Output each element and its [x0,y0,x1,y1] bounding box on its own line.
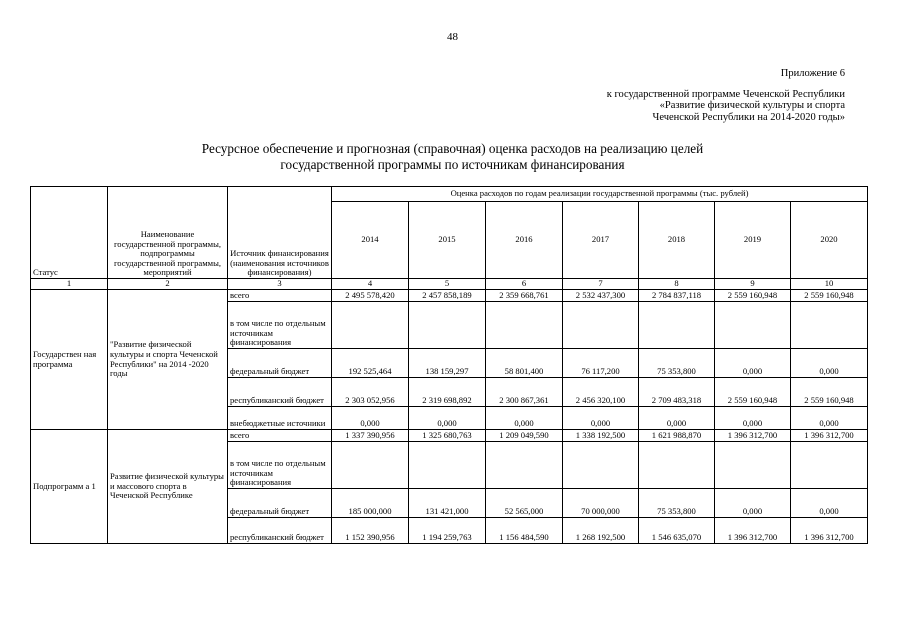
value-cell [332,302,409,349]
value-cell: 2 784 837,118 [639,290,715,302]
value-cell: 58 801,400 [486,349,563,378]
value-cell: 1 268 192,500 [563,518,639,544]
value-cell: 0,000 [715,407,791,430]
header-estimate: Оценка расходов по годам реализации государственной программы (тыс. рублей) [332,187,868,202]
value-cell: 2 303 052,956 [332,378,409,407]
column-number: 4 [332,279,409,290]
appendix-title: Приложение 6 [780,68,845,79]
source-cell: республиканский бюджет [228,518,332,544]
column-number: 3 [228,279,332,290]
value-cell [409,442,486,489]
value-cell: 2 532 437,300 [563,290,639,302]
value-cell: 0,000 [791,349,868,378]
value-cell: 131 421,000 [409,489,486,518]
value-cell [563,302,639,349]
document-title [0,141,905,173]
value-cell [715,302,791,349]
appendix-line: к государственной программе Чеченской Республики [606,88,845,100]
header-row [31,187,868,202]
program-name-cell: Развитие физической культуры и массового спорта в Чеченской Республике [108,430,228,544]
column-number: 6 [486,279,563,290]
source-cell: всего [228,430,332,442]
value-cell: 1 325 680,763 [409,430,486,442]
appendix-line: «Развитие физической культуры и спорта [659,100,845,111]
table-row [31,430,868,442]
value-cell: 1 338 192,500 [563,430,639,442]
value-cell: 1 396 312,700 [715,430,791,442]
value-cell: 185 000,000 [332,489,409,518]
title-line: государственной программы по источникам финансирования [280,157,625,172]
value-cell: 1 396 312,700 [791,430,868,442]
value-cell: 2 559 160,948 [791,290,868,302]
value-cell: 1 337 390,956 [332,430,409,442]
value-cell: 0,000 [409,407,486,430]
value-cell [409,302,486,349]
value-cell: 1 621 988,870 [639,430,715,442]
header-status: Статус [31,187,108,279]
resource-table [30,186,868,544]
value-cell: 2 559 160,948 [791,378,868,407]
value-cell: 1 156 484,590 [486,518,563,544]
value-cell: 70 000,000 [563,489,639,518]
column-number: 7 [563,279,639,290]
year-header: 2018 [639,202,715,279]
header-name: Наименование государственной программы, подпрограммы государственной программы, мероприятий [108,187,228,279]
title-line: Ресурсное обеспечение и прогнозная (справочная) оценка расходов на реализацию целей [201,141,704,156]
column-number-row [31,279,868,290]
year-header: 2017 [563,202,639,279]
value-cell: 0,000 [639,407,715,430]
value-cell [563,442,639,489]
value-cell: 1 546 635,070 [639,518,715,544]
value-cell: 192 525,464 [332,349,409,378]
year-header: 2020 [791,202,868,279]
source-cell: в том числе по отдельным источникам финансирования [228,442,332,489]
value-cell [715,442,791,489]
year-header: 2015 [409,202,486,279]
column-number: 1 [31,279,108,290]
value-cell: 2 319 698,892 [409,378,486,407]
source-cell: внебюджетные источники [228,407,332,430]
value-cell [332,442,409,489]
year-header: 2014 [332,202,409,279]
page-number: 48 [447,31,458,43]
source-cell: всего [228,290,332,302]
value-cell: 0,000 [332,407,409,430]
column-number: 10 [791,279,868,290]
value-cell: 75 353,800 [639,489,715,518]
value-cell: 1 152 390,956 [332,518,409,544]
status-cell: Государствен ная программа [31,290,108,430]
value-cell: 138 159,297 [409,349,486,378]
source-cell: республиканский бюджет [228,378,332,407]
appendix-line: Чеченской Республики на 2014-2020 годы» [652,111,845,123]
value-cell: 2 559 160,948 [715,378,791,407]
column-number: 2 [108,279,228,290]
value-cell: 1 396 312,700 [791,518,868,544]
value-cell: 0,000 [715,349,791,378]
value-cell: 1 396 312,700 [715,518,791,544]
table-row [31,290,868,302]
value-cell: 0,000 [791,407,868,430]
appendix-block [607,68,845,123]
column-number: 8 [639,279,715,290]
value-cell: 0,000 [791,489,868,518]
year-header: 2019 [715,202,791,279]
value-cell [639,302,715,349]
column-number: 9 [715,279,791,290]
source-cell: федеральный бюджет [228,349,332,378]
value-cell: 52 565,000 [486,489,563,518]
value-cell: 2 495 578,420 [332,290,409,302]
value-cell [486,442,563,489]
value-cell: 0,000 [486,407,563,430]
value-cell: 2 456 320,100 [563,378,639,407]
value-cell: 2 457 858,189 [409,290,486,302]
year-header: 2016 [486,202,563,279]
value-cell: 2 559 160,948 [715,290,791,302]
value-cell: 2 709 483,318 [639,378,715,407]
value-cell: 0,000 [715,489,791,518]
value-cell [639,442,715,489]
value-cell: 1 209 049,590 [486,430,563,442]
value-cell: 2 359 668,761 [486,290,563,302]
header-source: Источник финансирования (наименования источников финансирования) [228,187,332,279]
value-cell: 76 117,200 [563,349,639,378]
value-cell [791,442,868,489]
column-number: 5 [409,279,486,290]
program-name-cell: "Развитие физической культуры и спорта Чеченской Республики" на 2014 -2020 годы [108,290,228,430]
source-cell: в том числе по отдельным источникам финансирования [228,302,332,349]
status-cell: Подпрограмм а 1 [31,430,108,544]
value-cell [486,302,563,349]
value-cell: 75 353,800 [639,349,715,378]
value-cell: 1 194 259,763 [409,518,486,544]
value-cell: 2 300 867,361 [486,378,563,407]
value-cell [791,302,868,349]
source-cell: федеральный бюджет [228,489,332,518]
value-cell: 0,000 [563,407,639,430]
